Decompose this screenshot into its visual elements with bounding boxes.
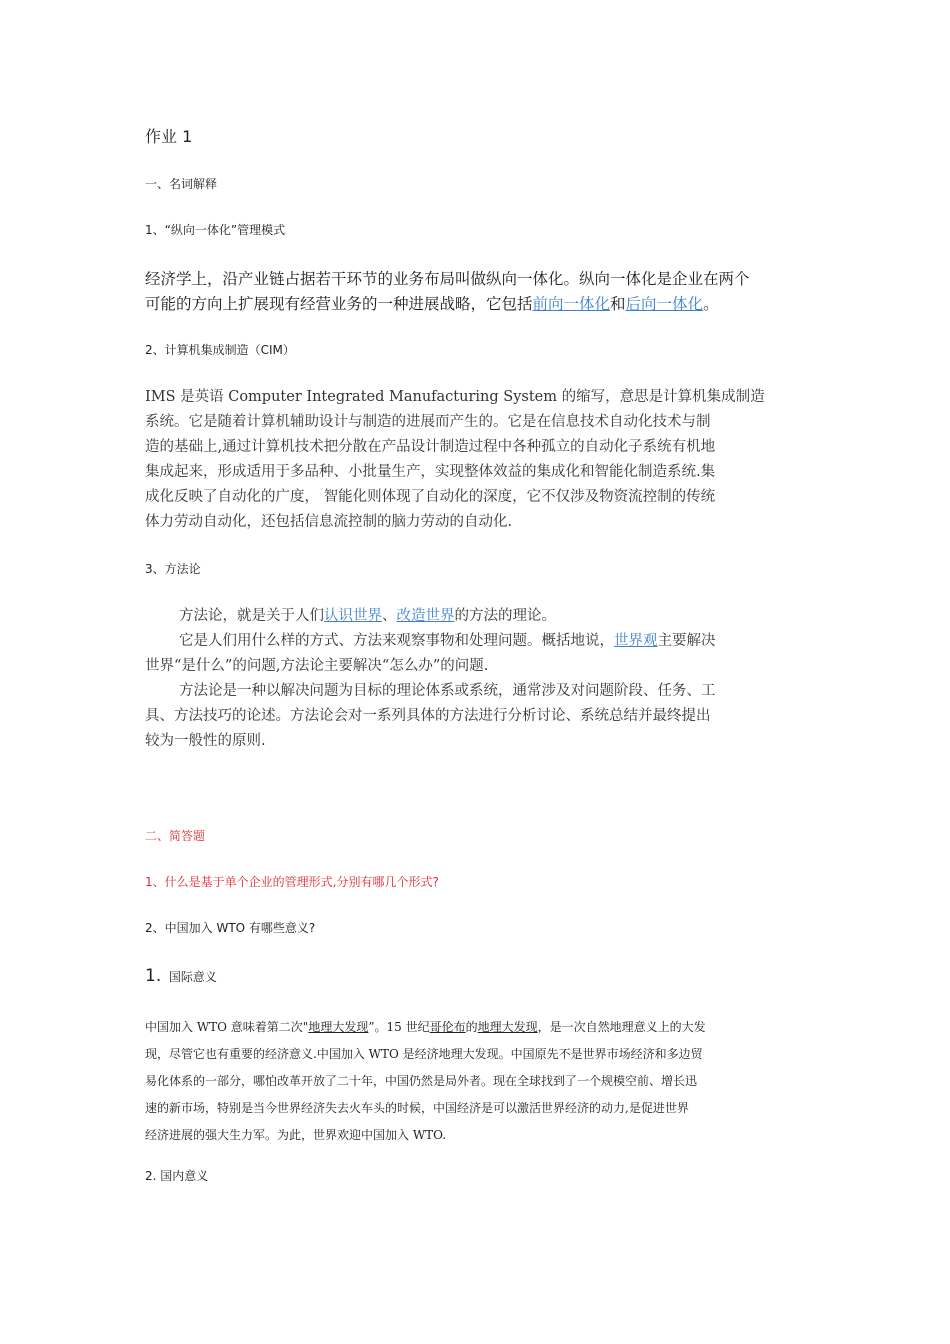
text-period: 。 (703, 295, 719, 313)
text-run: ”。15 世纪 (368, 1020, 430, 1034)
paragraph-line: 造的基础上,通过计算机技术把分散在产品设计制造过程中各种孤立的自动化子系统有机地 (145, 439, 716, 455)
text-run: ，是一次自然地理意义上的大发 (537, 1020, 706, 1034)
question-1: 1、什么是基于单个企业的管理形式,分别有哪几个形式? (145, 875, 439, 889)
page-title: 作业 1 (145, 127, 193, 146)
link-worldview[interactable]: 世界观 (614, 633, 658, 649)
link-transform-world[interactable]: 改造世界 (396, 608, 455, 624)
subheading-domestic (145, 1168, 805, 1184)
methodology-p1 (145, 604, 805, 629)
paragraph-line: 体力劳动自动化，还包括信息流控制的脑力劳动的自动化. (145, 514, 513, 530)
paragraph-line: 现，尽管它也有重要的经济意义.中国加入 WTO 是经济地理大发现。中国原先不是世界市场经济和多边贸 (145, 1047, 703, 1061)
subheading-label: 国内意义 (160, 1169, 209, 1183)
term-title-cim: 2、计算机集成制造（CIM） (145, 343, 295, 357)
link-know-world[interactable]: 认识世界 (324, 608, 382, 624)
section-heading-short-answer: 二、简答题 (145, 829, 206, 843)
text-run: 中国加入 WTO 意味着第二次" (145, 1020, 309, 1034)
question-2: 2、中国加入 WTO 有哪些意义? (145, 921, 316, 935)
text-and: 和 (610, 295, 626, 313)
text-sep: 、 (382, 608, 397, 624)
paragraph-line: 集成起来，形成适用于多品种、小批量生产，实现整体效益的集成化和智能化制造系统.集 (145, 464, 716, 480)
paragraph-line: 系统。它是随着计算机辅助设计与制造的进展而产生的。它是在信息技术自动化技术与制 (145, 414, 711, 430)
paragraph-line: 成化反映了自动化的广度， 智能化则体现了自动化的深度，它不仅涉及物资流控制的传统 (145, 489, 716, 505)
paragraph-line: 世界“是什么”的问题,方法论主要解决“怎么办”的问题. (145, 658, 489, 674)
paragraph-line: 易化体系的一部分，哪怕改革开放了二十年，中国仍然是局外者。现在全球找到了一个规模空前、增长迅 (145, 1074, 698, 1088)
section-heading-terms: 一、名词解释 (145, 177, 218, 191)
text-run: 它是人们用什么样的方式、方法来观察事物和处理问题。概括地说， (179, 633, 614, 649)
paragraph-line: 速的新市场，特别是当今世界经济失去火车头的时候，中国经济是可以激活世界经济的动力,是促进世界 (145, 1101, 689, 1115)
paragraph-line: 经济进展的强大生力军。为此，世界欢迎中国加入 WTO. (145, 1128, 447, 1142)
subheading-number: 2. (145, 1169, 157, 1183)
underlined-geo-discovery-2[interactable]: 地理大发现 (477, 1020, 538, 1034)
text-run: 方法论，就是关于人们 (179, 608, 324, 624)
paragraph-line: 较为一般性的原则. (145, 733, 266, 749)
underlined-geo-discovery[interactable]: 地理大发现 (308, 1020, 369, 1034)
paragraph-line: 具、方法技巧的论述。方法论会对一系列具体的方法进行分析讨论、系统总结并最终提出 (145, 708, 711, 724)
subheading-international (145, 968, 805, 985)
link-forward-integration[interactable]: 前向一体化 (532, 295, 611, 313)
term-title-vertical-integration: 1、“纵向一体化”管理模式 (145, 223, 286, 237)
subheading-label: 国际意义 (168, 970, 217, 984)
methodology-p2 (145, 629, 805, 654)
paragraph-line: 可能的方向上扩展现有经营业务的一种进展战略，它包括 (145, 295, 533, 313)
text-run: 的方法的理论。 (454, 608, 556, 624)
link-backward-integration[interactable]: 后向一体化 (625, 295, 704, 313)
subheading-number: 1. (145, 966, 162, 986)
paragraph-international (145, 1014, 805, 1149)
underlined-columbus[interactable]: 哥伦布 (429, 1020, 466, 1034)
paragraph-line: IMS 是英语 Computer Integrated Manufacturing System 的缩写，意思是计算机集成制造 (145, 389, 765, 405)
methodology-p3: 方法论是一种以解决问题为目标的理论体系或系统，通常涉及对问题阶段、任务、工 (179, 683, 716, 699)
term-paragraph-cim (145, 385, 805, 535)
text-run: 主要解决 (657, 633, 716, 649)
term-paragraph-vertical-integration (145, 267, 805, 317)
term-paragraph-methodology (145, 604, 805, 754)
paragraph-line: 经济学上，沿产业链占据若干环节的业务布局叫做纵向一体化。纵向一体化是企业在两个 (145, 270, 750, 288)
text-run: 的 (465, 1020, 478, 1034)
term-title-methodology: 3、方法论 (145, 562, 201, 576)
